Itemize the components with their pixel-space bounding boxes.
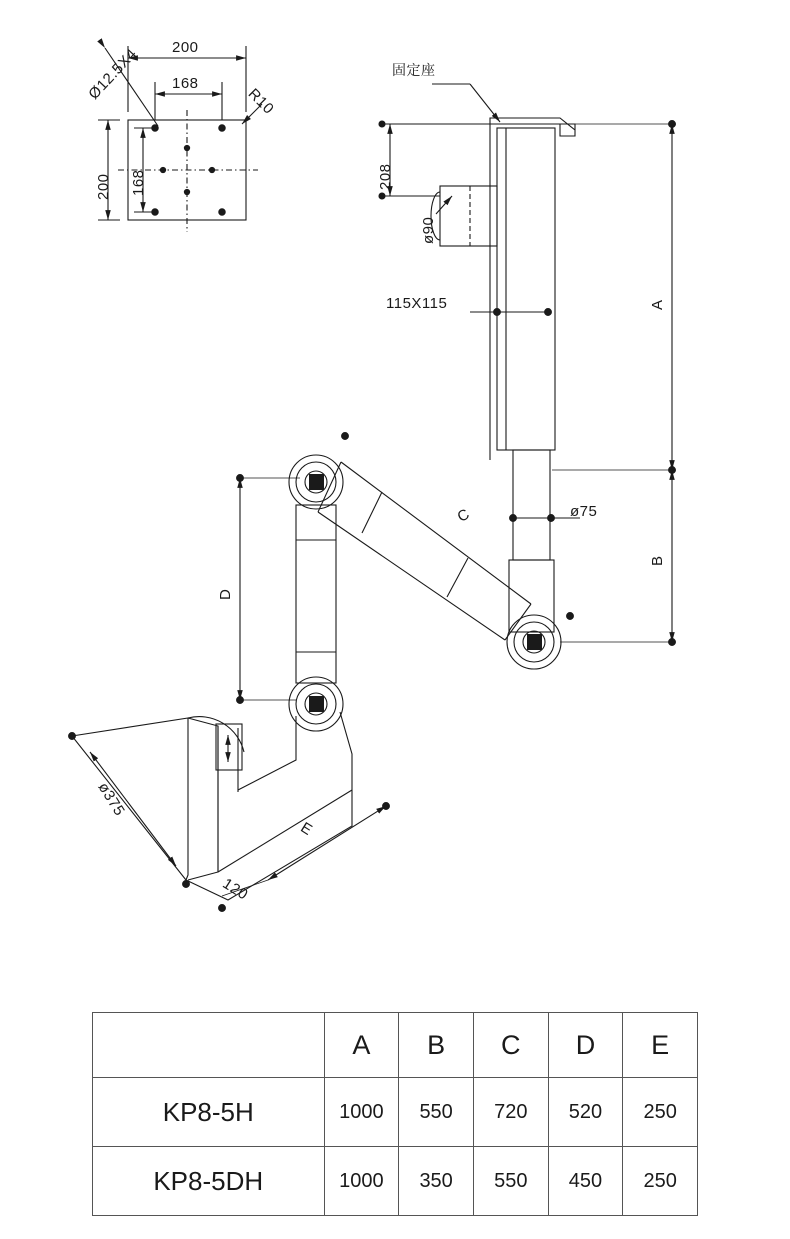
dimension-b-label: B [649, 555, 666, 566]
value-d: 450 [548, 1147, 623, 1216]
table-header-c: C [473, 1013, 548, 1078]
table-row [93, 1147, 698, 1216]
baseplate-hole-spec-label: Ø12.5X4 [85, 45, 141, 103]
value-c: 720 [473, 1078, 548, 1147]
dimension-a-label: A [649, 299, 666, 310]
tube-diameter-label: ø75 [570, 503, 598, 520]
dimension-c-label: C [454, 505, 473, 526]
hood-depth-label: 120 [219, 875, 252, 904]
value-d: 520 [548, 1078, 623, 1147]
fixed-base-label: 固定座 [392, 63, 436, 79]
value-e: 250 [623, 1078, 698, 1147]
baseplate-width-inner-label: 168 [172, 75, 199, 92]
arm-assembly-view [69, 433, 574, 912]
duct-diameter-label: ø90 [420, 216, 437, 244]
table-corner-cell [93, 1013, 325, 1078]
value-c: 550 [473, 1147, 548, 1216]
dimension-d-label: D [217, 588, 234, 600]
table-header-a: A [324, 1013, 399, 1078]
post-section-label: 115X115 [386, 295, 448, 312]
baseplate-height-inner-label: 168 [130, 169, 147, 196]
value-a: 1000 [324, 1147, 399, 1216]
model-name: KP8-5H [93, 1078, 325, 1147]
baseplate-corner-radius-label: R10 [244, 85, 278, 118]
baseplate-width-outer-label: 200 [172, 39, 199, 56]
mount-height-label: 208 [377, 163, 394, 190]
table-row [93, 1078, 698, 1147]
mount-and-column-view [379, 84, 676, 645]
value-a: 1000 [324, 1078, 399, 1147]
table-header-d: D [548, 1013, 623, 1078]
hood-diameter-label: ø375 [94, 779, 129, 820]
table-header-row [93, 1013, 698, 1078]
value-b: 350 [399, 1147, 474, 1216]
dimension-e-label: E [297, 819, 316, 840]
value-e: 250 [623, 1147, 698, 1216]
model-name: KP8-5DH [93, 1147, 325, 1216]
table-header-e: E [623, 1013, 698, 1078]
value-b: 550 [399, 1078, 474, 1147]
specification-table [92, 1012, 698, 1216]
table-header-b: B [399, 1013, 474, 1078]
baseplate-height-outer-label: 200 [95, 173, 112, 200]
